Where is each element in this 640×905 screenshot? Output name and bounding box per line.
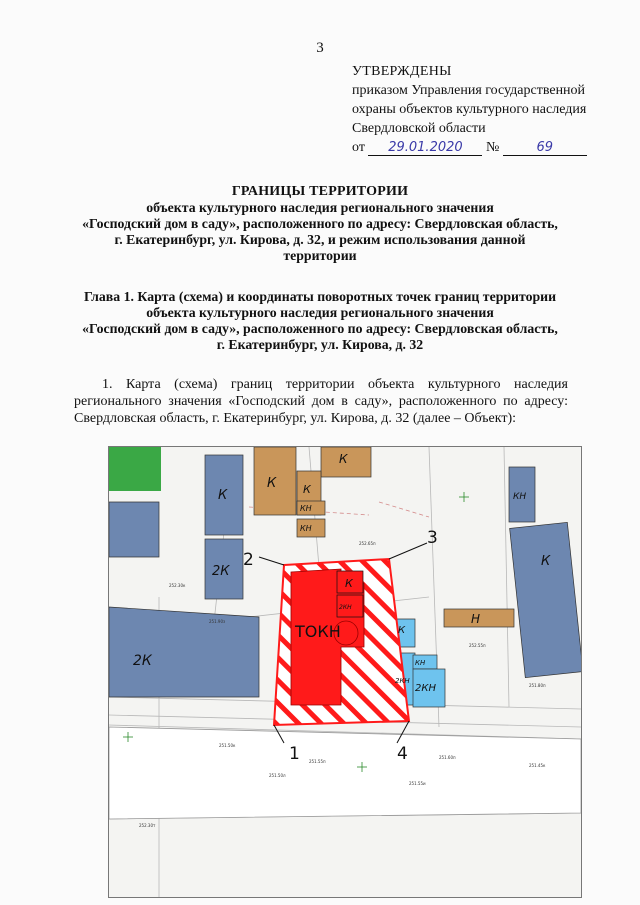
approval-line: приказом Управления государственной xyxy=(352,83,586,98)
chapter-line: Глава 1. Карта (схема) и координаты поворотных точек границ территории xyxy=(83,289,557,304)
title-line: объекта культурного наследия регионального значения xyxy=(146,200,494,215)
body-paragraph: 1. Карта (схема) границ территории объекта культурного наследия регионального значения «Господский дом в саду», расположенного по адресу: Свердловская область, г. Екатеринбург, ул. Кирова, д. 32 (далее – Объект): xyxy=(74,377,568,426)
label-kn: КН xyxy=(300,504,312,513)
label-2k: 2К xyxy=(212,564,230,579)
point-label-3: 3 xyxy=(427,528,438,548)
label-k: К xyxy=(339,452,348,466)
building-2k-large xyxy=(109,607,259,697)
approval-heading: УТВЕРЖДЕНЫ xyxy=(352,64,452,79)
label-k: К xyxy=(541,554,551,569)
svg-text:251.50к: 251.50к xyxy=(219,743,236,748)
approval-line: Свердловской области xyxy=(352,121,486,136)
label-2k: 2К xyxy=(133,653,152,669)
chapter-heading xyxy=(60,289,580,353)
number-prefix: № xyxy=(485,140,500,155)
svg-text:251.55п: 251.55п xyxy=(309,759,326,764)
building-k-right xyxy=(510,522,581,677)
point-label-2: 2 xyxy=(243,550,254,570)
svg-text:251.55и: 251.55и xyxy=(409,781,426,786)
label-2kn: 2КН xyxy=(415,683,436,694)
number-value: 69 xyxy=(503,140,587,156)
title-line: «Господский дом в саду», расположенного по адресу: Свердловская область, xyxy=(82,216,558,231)
label-k: К xyxy=(267,476,277,491)
green-area xyxy=(109,447,161,491)
label-k: К xyxy=(345,577,353,590)
document-title xyxy=(60,184,580,264)
label-n: Н xyxy=(471,612,481,626)
svg-text:252.30т: 252.30т xyxy=(139,823,156,828)
title-line: г. Екатеринбург, ул. Кирова, д. 32, и режим использования данной xyxy=(114,232,526,247)
svg-text:252.30к: 252.30к xyxy=(169,583,186,588)
label-k: К xyxy=(398,625,406,636)
approval-block xyxy=(352,62,587,157)
label-2kn: 2КН xyxy=(395,677,410,685)
page-number: 3 xyxy=(316,40,324,56)
date-value: 29.01.2020 xyxy=(368,140,482,156)
svg-text:252.65п: 252.65п xyxy=(359,541,376,546)
title-main: ГРАНИЦЫ ТЕРРИТОРИИ xyxy=(231,184,409,199)
label-kn: КН xyxy=(513,492,527,502)
label-k: К xyxy=(218,488,228,503)
svg-text:251.50л: 251.50л xyxy=(269,773,286,778)
label-kn: КН xyxy=(415,659,426,667)
title-line: территории xyxy=(283,248,357,263)
svg-text:251.45к: 251.45к xyxy=(529,763,546,768)
svg-text:251.90з: 251.90з xyxy=(209,619,226,624)
svg-text:252.55п: 252.55п xyxy=(469,643,486,648)
date-prefix: от xyxy=(352,140,365,155)
label-2kn-small: 2КН xyxy=(339,604,352,611)
approval-line: охраны объектов культурного наследия xyxy=(352,102,587,117)
map-svg xyxy=(109,447,581,897)
label-kn: КН xyxy=(300,524,312,533)
label-k: К xyxy=(303,483,311,496)
svg-text:251.80п: 251.80п xyxy=(529,683,546,688)
svg-text:251.60п: 251.60п xyxy=(439,755,456,760)
territory-map xyxy=(108,446,582,898)
approval-date-row xyxy=(352,138,587,157)
point-label-1: 1 xyxy=(289,744,300,764)
chapter-line: г. Екатеринбург, ул. Кирова, д. 32 xyxy=(216,337,424,352)
chapter-line: объекта культурного наследия регионального значения xyxy=(146,305,494,320)
point-label-4: 4 xyxy=(397,744,408,764)
building-left-top xyxy=(109,502,159,557)
chapter-line: «Господский дом в саду», расположенного по адресу: Свердловская область, xyxy=(82,321,558,336)
object-label: ТОКН xyxy=(295,622,341,641)
road-strip xyxy=(109,727,581,819)
